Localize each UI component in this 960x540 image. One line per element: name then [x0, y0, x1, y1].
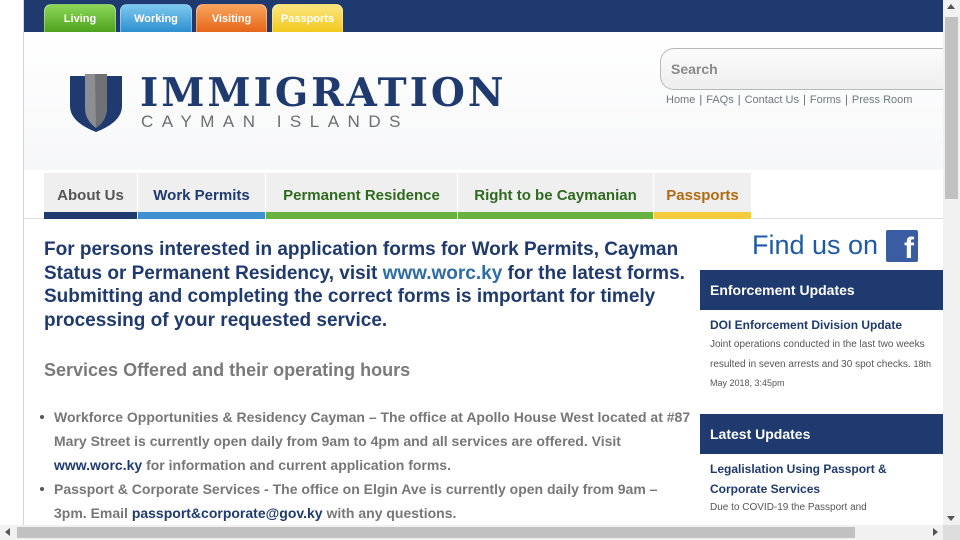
nav-tab-label: Work Permits — [153, 187, 250, 204]
nav-tab-underline — [458, 212, 653, 219]
top-tab-passports[interactable]: Passports — [272, 4, 343, 32]
quick-link-faqs[interactable]: FAQs — [706, 94, 734, 106]
nav-tab-underline — [138, 212, 265, 219]
quick-link-home[interactable]: Home — [666, 94, 696, 106]
services-list — [44, 405, 694, 525]
site-header — [24, 32, 943, 170]
search-input[interactable]: Search — [660, 48, 950, 90]
nav-tab-label: About Us — [57, 187, 124, 204]
quick-link-separator: | — [803, 94, 806, 106]
quick-link-contact-us[interactable]: Contact Us — [744, 94, 799, 106]
nav-tab-passports[interactable] — [654, 173, 752, 219]
quick-links — [666, 94, 912, 106]
enforcement-update-date: 18th May 2018, 3:45pm — [710, 358, 931, 388]
page-left-border — [0, 0, 24, 540]
nav-tab-underline — [44, 212, 137, 219]
logo-subtitle: CAYMAN ISLANDS — [141, 112, 409, 131]
quick-link-press-room[interactable]: Press Room — [851, 94, 913, 106]
service-text: Workforce Opportunities & Residency Cayman – The office at Apollo House West located at #87 Mary Street is currently open daily from 9am to 4pm and all services are offered. Visit — [54, 409, 691, 449]
main-content — [44, 238, 694, 525]
list-item — [54, 405, 694, 477]
intro-text-start: For persons interested in application forms for Work Permits, Cayman Status or Permanent Residency, visit — [44, 239, 679, 284]
section-heading: Services Offered and their operating hours — [44, 360, 411, 380]
quick-link-separator: | — [699, 94, 703, 106]
nav-tab-right-to-be-caymanian[interactable] — [458, 173, 654, 219]
scroll-down-arrow-icon[interactable] — [947, 516, 955, 521]
quick-link-forms[interactable]: Forms — [809, 94, 842, 106]
vertical-scroll-thumb[interactable] — [945, 17, 958, 199]
bullet-icon — [40, 487, 44, 491]
vertical-scrollbar[interactable] — [943, 0, 960, 525]
nav-tab-underline — [266, 212, 457, 219]
scroll-up-arrow-icon[interactable] — [947, 4, 955, 9]
enforcement-update-title[interactable]: DOI Enforcement Division Update — [710, 318, 903, 332]
top-tab-working[interactable]: Working — [120, 4, 192, 32]
nav-tab-label: Passports — [666, 187, 739, 204]
top-tab-visiting[interactable]: Visiting — [196, 4, 267, 32]
intro-text-end: for the latest forms. Submitting and completing the correct forms is important for timely processing of your requested service. — [44, 262, 685, 331]
latest-updates-heading: Latest Updates — [700, 414, 943, 454]
facebook-icon[interactable]: f — [886, 230, 918, 262]
facebook-text[interactable]: Find us on — [752, 230, 879, 260]
nav-tab-work-permits[interactable] — [138, 173, 266, 219]
enforcement-update-body — [710, 335, 935, 394]
enforcement-update-text: Joint operations conducted in the last two weeks resulted in seven arrests and 30 spot checks. — [710, 339, 925, 370]
bullet-icon — [40, 415, 44, 419]
logo-title[interactable]: IMMIGRATION — [140, 70, 507, 116]
scrollbar-corner — [943, 525, 960, 540]
quick-link-separator: | — [737, 94, 741, 106]
worc-link[interactable]: www.worc.ky — [382, 262, 503, 284]
intro-paragraph — [44, 238, 694, 332]
service-text: with any questions. — [322, 505, 457, 521]
service-text: Passport & Corporate Services - The office on Elgin Ave is currently open daily from 9am – 3pm. Email — [54, 481, 658, 521]
scroll-left-arrow-icon[interactable] — [5, 528, 10, 536]
top-tab-living[interactable]: Living — [44, 4, 116, 32]
service-text: for information and current application forms. — [142, 457, 451, 473]
nav-tab-underline — [654, 212, 751, 219]
latest-update-body: Due to COVID-19 the Passport and — [710, 502, 867, 513]
enforcement-updates-heading: Enforcement Updates — [700, 270, 943, 310]
worc-link[interactable]: www.worc.ky — [54, 457, 143, 473]
quick-link-separator: | — [845, 94, 848, 106]
main-nav — [24, 170, 943, 219]
horizontal-scroll-thumb[interactable] — [17, 527, 855, 538]
nav-tab-permanent-residence[interactable] — [266, 173, 458, 219]
nav-tab-label: Permanent Residence — [283, 187, 440, 204]
nav-tab-about-us[interactable] — [44, 173, 138, 219]
scroll-right-arrow-icon[interactable] — [933, 528, 938, 536]
horizontal-scrollbar[interactable] — [0, 525, 943, 540]
list-item — [54, 477, 694, 525]
shield-logo-icon[interactable] — [68, 72, 124, 134]
email-link[interactable]: passport&corporate@gov.ky — [131, 505, 323, 521]
latest-update-title[interactable]: Legalislation Using Passport & Corporate Services — [710, 462, 887, 496]
top-tab-bar — [24, 0, 943, 32]
nav-tab-label: Right to be Caymanian — [474, 187, 637, 204]
